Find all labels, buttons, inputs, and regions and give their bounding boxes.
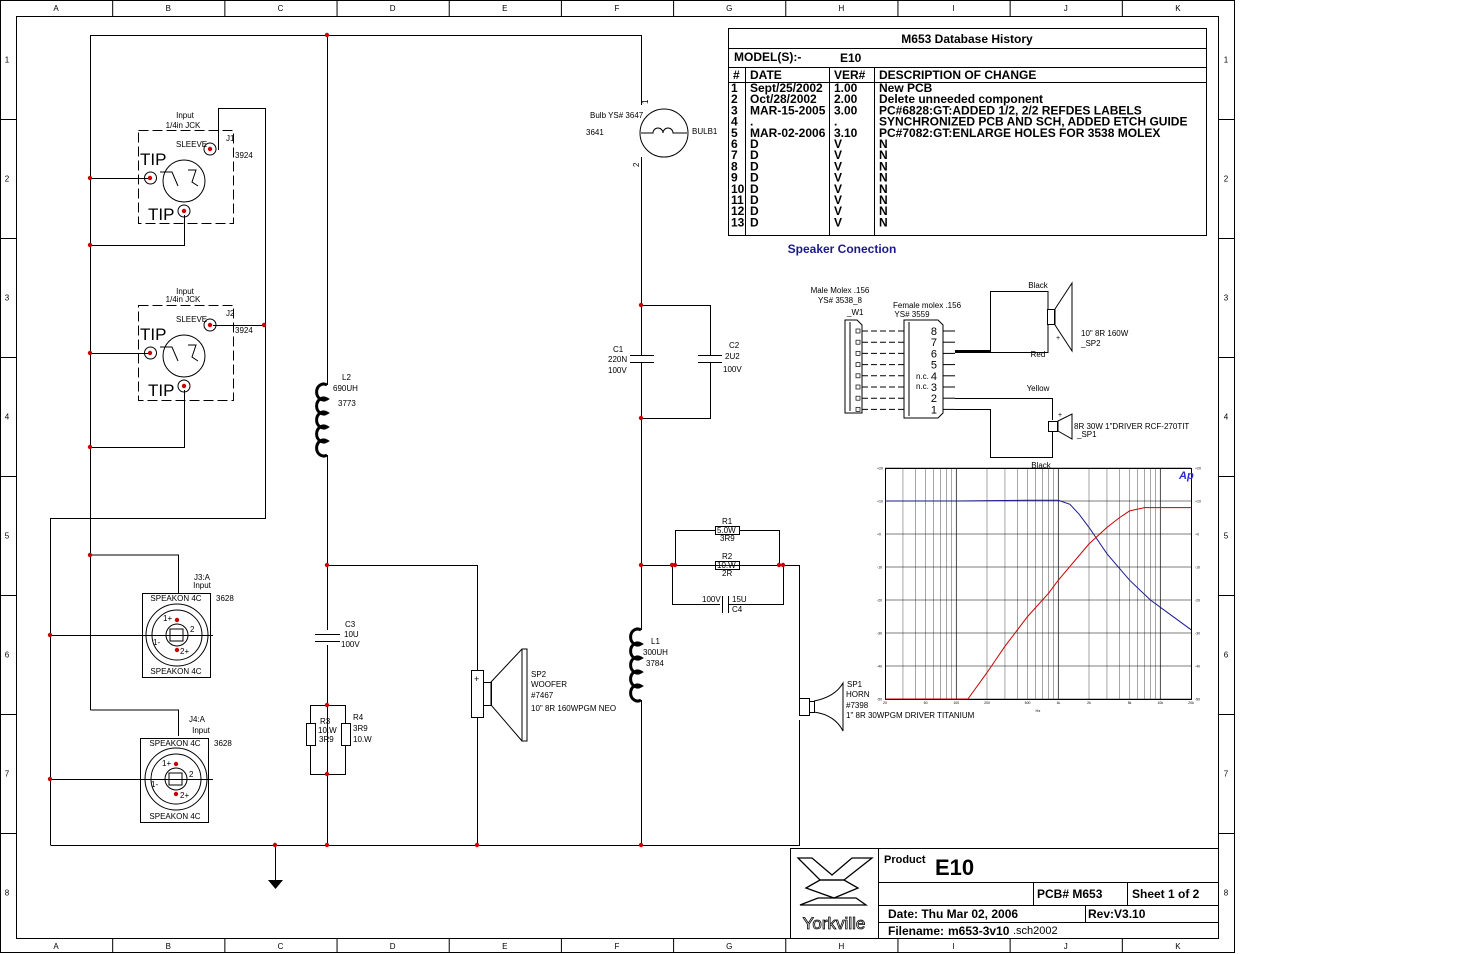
history-row-num: 9 <box>731 170 738 185</box>
row-label-left: 8 <box>4 888 10 898</box>
r3-ref: R3 <box>320 717 331 726</box>
horn-sp1 <box>800 680 975 731</box>
title-block <box>791 848 1219 939</box>
junction-dot <box>88 176 92 180</box>
row-label-right: 8 <box>1223 888 1229 898</box>
r4-ref: R4 <box>353 713 364 722</box>
junction-dot <box>148 176 152 180</box>
junction-dot <box>273 843 277 847</box>
chart-x-tick: 5k <box>1127 701 1132 705</box>
j1-input: Input <box>176 111 194 120</box>
woofer-plus: + <box>1056 335 1061 342</box>
history-row-ver: V <box>834 204 843 219</box>
bulb-ref: BULB1 <box>692 127 718 136</box>
col-date-header: DATE <box>750 68 782 82</box>
history-row-ver: 3.00 <box>834 103 858 118</box>
history-row-ver: V <box>834 137 843 151</box>
junction-dot <box>673 563 677 567</box>
chart-y-tick-right: -40 <box>1195 664 1201 669</box>
j3-pin-2p: 2+ <box>180 647 190 656</box>
male-molex-ref: _W1 <box>847 308 864 317</box>
junction-dot <box>175 618 179 622</box>
junction-dot <box>639 303 643 307</box>
jack-j2 <box>139 287 254 401</box>
history-title: M653 Database History <box>901 32 1033 46</box>
junction-dot <box>48 633 52 637</box>
model-label: MODEL(S):- <box>734 50 802 64</box>
junction-dot <box>182 209 186 213</box>
history-row-desc: N <box>879 215 888 230</box>
j4-pin-1p: 1+ <box>162 759 172 768</box>
woofer-sp2 <box>472 649 617 741</box>
row-label-left: 5 <box>4 531 10 541</box>
j3-part: 3628 <box>216 594 234 603</box>
chart-y-tick-right: +10 <box>1195 499 1201 504</box>
sp2-plus: + <box>474 674 480 684</box>
molex-pin-number: 7 <box>930 337 937 350</box>
history-row-desc: N <box>879 193 888 207</box>
history-row-num: 8 <box>731 159 738 174</box>
c3-voltage: 100V <box>341 640 360 649</box>
junction-dot <box>325 772 329 776</box>
history-row-date: . <box>750 114 754 129</box>
j4-pin-1m: 1- <box>151 780 159 789</box>
j3-type-top: SPEAKON 4C <box>150 594 202 603</box>
col-label-bottom: I <box>952 942 955 951</box>
molex-pin-number: 8 <box>930 326 937 338</box>
history-row-num: 13 <box>731 215 745 230</box>
col-label-bottom: G <box>726 942 733 951</box>
col-label-bottom: F <box>614 942 620 951</box>
history-row-ver: V <box>834 215 843 230</box>
history-row-date: D <box>750 215 759 230</box>
history-row-date: D <box>750 170 759 185</box>
j1-sleeve: SLEEVE <box>176 140 208 149</box>
chart-y-tick-right: -10 <box>1195 565 1201 570</box>
r2-ref: R2 <box>722 552 733 561</box>
j4-pin-2: 2 <box>189 770 194 779</box>
r1-value: 3R9 <box>720 534 735 543</box>
row-label-right: 7 <box>1223 769 1229 779</box>
resistors-r3-r4 <box>307 706 373 775</box>
molex-pins <box>856 326 955 416</box>
history-row-ver: V <box>834 193 843 207</box>
woofer-ref: _SP2 <box>1081 339 1101 348</box>
chart-x-unit: Hz <box>1035 708 1041 713</box>
frequency-response-chart <box>877 467 1201 714</box>
row-label-right: 3 <box>1223 293 1229 303</box>
sp2-desc: 10" 8R 160WPGM NEO <box>531 704 617 713</box>
col-label-bottom: A <box>53 942 59 951</box>
c1-value: 220N <box>608 355 628 364</box>
junction-dot <box>148 351 152 355</box>
chart-brand: Ap <box>1179 470 1194 482</box>
history-row-num: 2 <box>731 92 738 107</box>
l2-part: 3773 <box>338 399 356 408</box>
col-label-top: H <box>838 4 845 13</box>
filename-label: Filename: <box>888 924 945 938</box>
history-row-desc: Delete unneeded component <box>879 92 1044 107</box>
history-row-date: D <box>750 204 759 219</box>
c1-ref: C1 <box>613 345 624 354</box>
sp1-part: #7398 <box>846 701 869 710</box>
row-label-right: 5 <box>1223 531 1229 541</box>
product-value: E10 <box>935 855 975 880</box>
j3-pin-1p: 1+ <box>163 614 173 623</box>
r2-power: 10.W <box>717 561 736 570</box>
junction-dot <box>325 703 329 707</box>
chart-x-tick: 500 <box>1024 701 1031 705</box>
sp2-part: #7467 <box>531 691 554 700</box>
history-row-ver: 3.10 <box>834 125 858 140</box>
chart-y-tick-right: -30 <box>1195 631 1201 636</box>
chart-lines <box>885 500 1191 699</box>
c2-ref: C2 <box>729 341 740 350</box>
l1-value: 300UH <box>643 648 668 657</box>
chart-y-tick-left: -10 <box>877 565 883 570</box>
history-row-ver: 1.00 <box>834 81 858 95</box>
chart-y-tick-left: -30 <box>877 631 883 636</box>
nc-label-1: n.c. <box>916 372 929 381</box>
chart-x-tick: 1k <box>1056 701 1061 705</box>
junction-dot <box>208 323 212 327</box>
sp2-ref: SP2 <box>531 670 547 679</box>
pcb-number: PCB# M653 <box>1037 887 1103 901</box>
j1-part: 3924 <box>235 151 253 160</box>
bulb-pin1: 1 <box>641 99 650 104</box>
junction-dot <box>325 563 329 567</box>
j1-tip-lower: TIP <box>148 205 175 224</box>
c2-value: 2U2 <box>725 352 740 361</box>
bulb-ys: Bulb YS# 3647 <box>590 111 644 120</box>
junction-dot <box>639 563 643 567</box>
junction-dot <box>639 416 643 420</box>
nc-label-2: n.c. <box>916 382 929 391</box>
speakon-j4 <box>141 715 233 823</box>
junction-dot <box>88 243 92 247</box>
chart-y-tick-left: -50 <box>877 697 883 702</box>
col-label-bottom: E <box>502 942 508 951</box>
l2-value: 690UH <box>333 384 358 393</box>
j4-type-top: SPEAKON 4C <box>149 739 201 748</box>
history-row-num: 1 <box>731 81 738 95</box>
j4-input: Input <box>192 726 210 735</box>
history-row-num: 4 <box>731 114 738 129</box>
row-label-left: 6 <box>4 650 10 660</box>
col-label-top: K <box>1175 4 1181 13</box>
inner-frame <box>17 17 1219 939</box>
wire-black-top: Black <box>1028 281 1048 290</box>
inductor-l2 <box>317 373 359 456</box>
bulb-pin2: 2 <box>632 162 641 167</box>
col-label-top: F <box>614 4 620 13</box>
schematic-date: Date: Thu Mar 02, 2006 <box>888 907 1019 921</box>
history-row-desc: New PCB <box>879 81 933 95</box>
male-molex-label: Male Molex .156 <box>810 286 870 295</box>
j2-part: 3924 <box>235 326 253 335</box>
wire-black-bottom: Black <box>1031 461 1051 470</box>
revision: Rev:V3.10 <box>1088 907 1146 921</box>
history-row-num: 11 <box>731 193 744 207</box>
woofer-label: 10" 8R 160W <box>1081 329 1129 338</box>
history-row-ver: V <box>834 159 843 174</box>
j2-jack: 1/4in JCK <box>165 295 201 304</box>
j2-input: Input <box>176 287 194 296</box>
history-row-ver: V <box>834 181 843 196</box>
history-row-date: D <box>750 193 759 207</box>
junction-dot <box>174 762 178 766</box>
r4-power: 10.W <box>353 735 372 744</box>
history-row-date: MAR-15-2005 <box>750 103 826 118</box>
row-label-left: 4 <box>4 412 10 422</box>
history-row-num: 5 <box>731 125 738 140</box>
j3-type-bottom: SPEAKON 4C <box>150 667 202 676</box>
j2-tip-lower: TIP <box>148 381 175 400</box>
sp1-ref: SP1 <box>847 680 863 689</box>
history-row-date: D <box>750 148 759 163</box>
molex-pin-number: 2 <box>930 393 937 406</box>
col-label-bottom: J <box>1063 942 1068 951</box>
history-row-date: MAR-02-2006 <box>750 125 826 140</box>
j4-type-bottom: SPEAKON 4C <box>149 812 201 821</box>
row-label-left: 3 <box>4 293 10 303</box>
row-label-left: 7 <box>4 769 10 779</box>
history-row-date: Sept/25/2002 <box>750 81 823 95</box>
chart-y-tick-left: +10 <box>877 499 883 504</box>
col-label-bottom: K <box>1175 942 1181 951</box>
j4-ref: J4:A <box>188 715 206 724</box>
chart-y-tick-left: -20 <box>877 598 883 603</box>
bulb-part: 3641 <box>586 128 604 137</box>
col-label-bottom: D <box>389 942 396 951</box>
col-num-header: # <box>733 68 740 82</box>
chart-y-tick-left: +20 <box>877 466 883 471</box>
history-row-ver: 2.00 <box>834 92 858 107</box>
l1-ref: L1 <box>651 637 660 646</box>
chart-x-tick: 50 <box>923 701 928 705</box>
history-row-desc: N <box>879 148 888 163</box>
speakon-j3 <box>143 573 235 678</box>
bulb-bulb1 <box>586 99 718 345</box>
c4-voltage: 100V <box>702 595 721 604</box>
col-label-top: I <box>952 4 955 13</box>
junction-dot <box>88 445 92 449</box>
col-label-top: A <box>53 4 59 13</box>
r2-value: 2R <box>722 569 733 578</box>
history-row-num: 3 <box>731 103 738 118</box>
junction-dot <box>325 843 329 847</box>
chart-x-tick: 20 <box>883 701 887 705</box>
junction-dot <box>639 843 643 847</box>
junction-dot <box>475 843 479 847</box>
j2-sleeve: SLEEVE <box>176 315 208 324</box>
sp1-desc: 1" 8R 30WPGM DRIVER TITANIUM <box>846 711 975 720</box>
row-label-right: 6 <box>1223 650 1229 660</box>
col-desc-header: DESCRIPTION OF CHANGE <box>879 68 1037 82</box>
history-row-desc: N <box>879 181 888 196</box>
filename: m653-3v10 <box>948 924 1010 938</box>
r4-value: 3R9 <box>353 724 368 733</box>
c3-ref: C3 <box>345 620 356 629</box>
j2-tip-upper: TIP <box>140 325 167 344</box>
chart-grid <box>885 468 1191 699</box>
col-label-top: E <box>502 4 508 13</box>
female-molex-label: Female molex .156 <box>892 301 962 310</box>
capacitors-c1-c2 <box>608 306 742 631</box>
molex-pin-number: 5 <box>930 359 937 372</box>
history-row-desc: N <box>879 204 888 219</box>
c3-value: 10U <box>344 630 359 639</box>
wire-red: Red <box>1030 350 1046 359</box>
j1-tip-upper: TIP <box>140 150 167 169</box>
junction-dot <box>88 351 92 355</box>
wire-yellow: Yellow <box>1026 384 1050 393</box>
junction-dot <box>325 33 329 37</box>
yorkville-logo <box>798 858 872 933</box>
chart-x-tick: 200 <box>984 701 990 705</box>
history-row-date: D <box>750 137 759 151</box>
row-label-left: 1 <box>4 55 10 65</box>
model-value: E10 <box>840 51 862 65</box>
history-row-num: 10 <box>731 181 745 196</box>
history-row-date: Oct/28/2002 <box>750 92 817 107</box>
history-table <box>728 29 1207 236</box>
sp1-type: HORN <box>846 690 870 699</box>
molex-pin-number: 6 <box>930 348 937 361</box>
history-row-ver: . <box>834 114 838 129</box>
junction-dot <box>777 563 781 567</box>
history-rows <box>731 81 1187 229</box>
chart-y-tick-right: +20 <box>1195 466 1201 471</box>
junction-dot <box>182 384 186 388</box>
jack-j1 <box>139 111 254 224</box>
history-row-desc: N <box>879 137 888 151</box>
chart-x-tick: 10k <box>1157 701 1164 705</box>
r3-power: 10.W <box>318 726 337 735</box>
row-label-right: 1 <box>1223 55 1229 65</box>
sp2-type: WOOFER <box>531 680 567 689</box>
junction-dot <box>48 777 52 781</box>
chart-x-tick: 2k <box>1087 701 1091 705</box>
driver-plus: + <box>1058 412 1063 419</box>
j2-ref: J2 <box>226 309 235 318</box>
chart-y-tick-right: +0 <box>1195 532 1199 537</box>
junction-dot <box>262 323 266 327</box>
l2-ref: L2 <box>342 373 351 382</box>
r1-ref: R1 <box>722 517 733 526</box>
junction-dot <box>781 563 785 567</box>
history-row-ver: V <box>834 148 843 163</box>
chart-x-tick: 20k <box>1188 701 1194 705</box>
col-label-bottom: H <box>838 942 845 951</box>
history-row-num: 6 <box>731 137 738 151</box>
history-row-date: D <box>750 181 759 196</box>
col-label-top: B <box>165 4 171 13</box>
history-row-desc: N <box>879 170 888 185</box>
col-ver-header: VER# <box>834 68 866 82</box>
c4-ref: C4 <box>732 605 743 614</box>
row-label-right: 4 <box>1223 412 1229 422</box>
male-molex-ys: YS# 3538_8 <box>817 296 863 305</box>
filename-ext: .sch2002 <box>1013 925 1058 937</box>
col-label-bottom: B <box>165 942 171 951</box>
j4-pin-2p: 2+ <box>180 791 190 800</box>
female-molex-ys: YS# 3559 <box>894 310 930 319</box>
ground-symbol <box>268 880 283 889</box>
c2-voltage: 100V <box>723 365 742 374</box>
col-label-top: C <box>277 4 284 13</box>
chart-y-tick-right: -50 <box>1195 697 1201 702</box>
j3-pin-1m: 1- <box>153 638 161 647</box>
history-row-num: 12 <box>731 204 745 219</box>
r3-value: 3R9 <box>319 735 334 744</box>
history-row-ver: V <box>834 170 843 185</box>
history-row-desc: N <box>879 159 888 174</box>
speaker-connection-title: Speaker Conection <box>787 242 897 256</box>
chart-series-line-2 <box>885 508 1191 699</box>
logo-text: Yorkville <box>802 914 866 933</box>
molex-pin-number: 4 <box>930 370 937 383</box>
sheet-number: Sheet 1 of 2 <box>1132 887 1200 901</box>
history-row-num: 7 <box>731 148 738 163</box>
history-row-date: D <box>750 159 759 174</box>
junction-dot <box>174 792 178 796</box>
row-label-right: 2 <box>1223 174 1229 184</box>
j1-jack: 1/4in JCK <box>165 121 201 130</box>
j3-ref: J3:A <box>193 573 211 582</box>
horn-network <box>641 517 800 698</box>
j3-pin-2: 2 <box>190 625 195 634</box>
inductor-l1 <box>631 629 669 845</box>
chart-series-line-1 <box>885 500 1191 629</box>
history-row-desc: SYNCHRONIZED PCB AND SCH, ADDED ETCH GUIDE <box>879 114 1188 129</box>
chart-x-tick: 100 <box>953 701 960 705</box>
j3-input: Input <box>193 581 211 590</box>
chart-y-tick-right: -20 <box>1195 598 1201 603</box>
c1-voltage: 100V <box>608 366 627 375</box>
junction-dot <box>88 553 92 557</box>
col-label-bottom: C <box>277 942 284 951</box>
driver-ref: _SP1 <box>1077 430 1097 439</box>
r1-power: 5.0W <box>717 526 736 535</box>
l1-part: 3784 <box>646 659 664 668</box>
junction-dot <box>175 648 179 652</box>
j4-part: 3628 <box>214 739 232 748</box>
history-row-desc: PC#7082:GT:ENLARGE HOLES FOR 3538 MOLEX <box>879 125 1161 140</box>
product-label: Product <box>884 854 926 866</box>
j1-ref: J1 <box>226 134 235 143</box>
molex-pin-number: 1 <box>930 404 937 417</box>
col-label-top: D <box>389 4 396 13</box>
c4-value: 15U <box>732 595 747 604</box>
driver-label: 8R 30W 1"DRIVER RCF-270TIT <box>1074 422 1190 431</box>
col-label-top: J <box>1063 4 1068 13</box>
chart-y-tick-left: -40 <box>877 664 883 669</box>
speaker-connection <box>788 242 1190 470</box>
junction-dot <box>208 147 212 151</box>
row-label-left: 2 <box>4 174 10 184</box>
history-row-desc: PC#6828:GT:ADDED 1/2, 2/2 REFDES LABELS <box>879 103 1142 118</box>
col-label-top: G <box>726 4 733 13</box>
chart-y-tick-left: +0 <box>877 532 881 537</box>
molex-pin-number: 3 <box>930 382 937 394</box>
